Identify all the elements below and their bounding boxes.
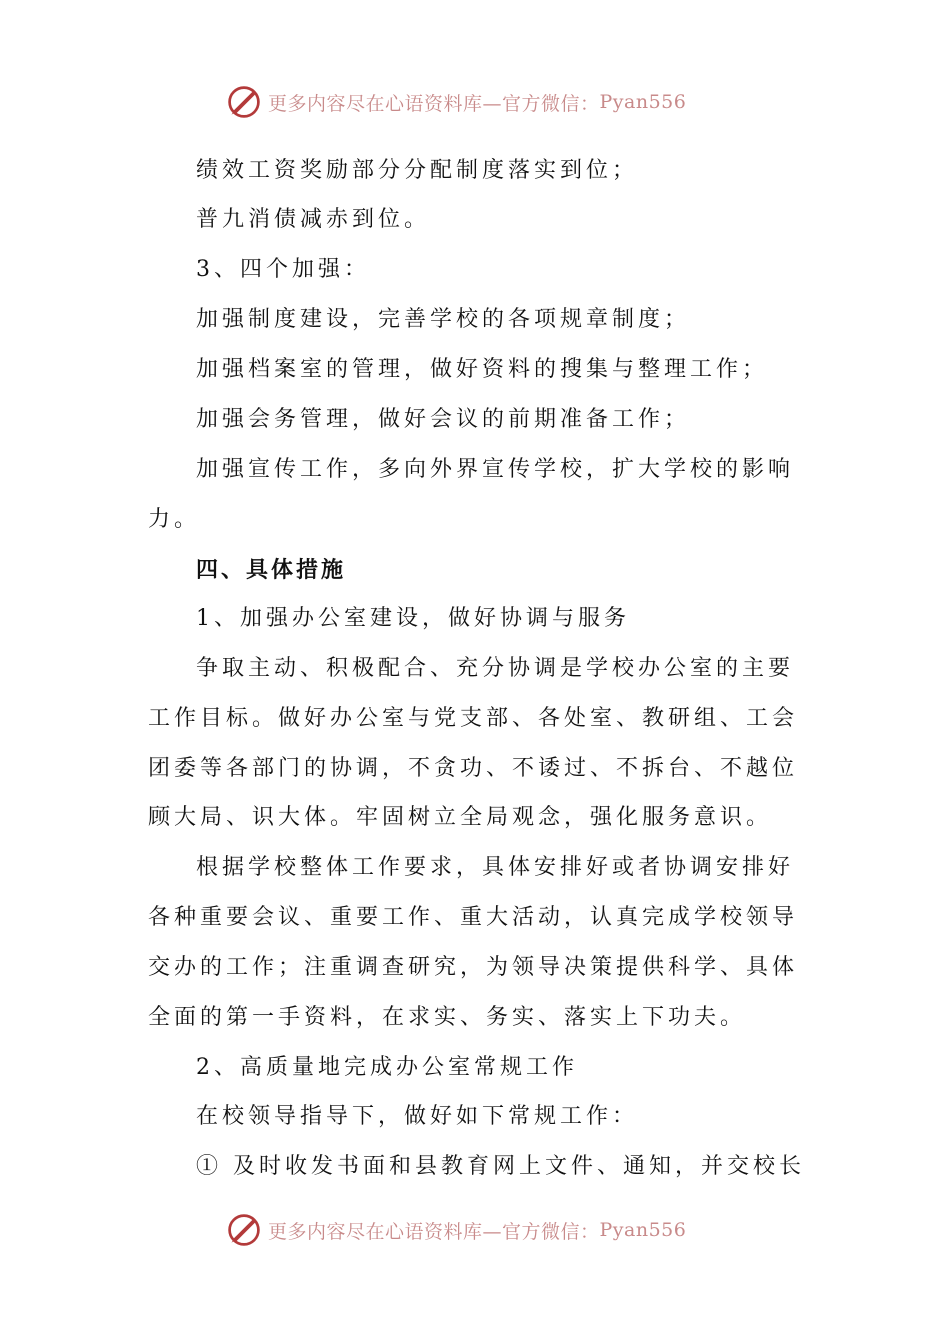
text-line: 加强宣传工作，多向外界宣传学校，扩大学校的影响 bbox=[196, 457, 795, 482]
text-line: 各种重要会议、重要工作、重大活动，认真完成学校领导 bbox=[148, 905, 799, 930]
text-line: 加强会务管理，做好会议的前期准备工作； bbox=[196, 407, 691, 432]
text-line: 工作目标。做好办公室与党支部、各处室、教研组、工会 bbox=[148, 706, 799, 731]
text-line: 交办的工作；注重调查研究，为领导决策提供科学、具体 bbox=[148, 955, 799, 980]
text-line: 争取主动、积极配合、充分协调是学校办公室的主要 bbox=[196, 656, 795, 681]
text-line: 3、四个加强： bbox=[196, 257, 370, 282]
banner-text: 更多内容尽在心语资料库—官方微信： bbox=[268, 92, 600, 115]
text-line: 团委等各部门的协调，不贪功、不诿过、不拆台、不越位 bbox=[148, 756, 799, 781]
text-line: 全面的第一手资料，在求实、务实、落实上下功夫。 bbox=[148, 1005, 747, 1030]
text-line: 根据学校整体工作要求，具体安排好或者协调安排好 bbox=[196, 855, 795, 880]
text-line: 2、高质量地完成办公室常规工作 bbox=[196, 1055, 578, 1080]
banner-wechat-id: Pyan556 bbox=[599, 91, 687, 113]
text-line: 顾大局、识大体。牢固树立全局观念，强化服务意识。 bbox=[148, 805, 773, 830]
banner-text: 更多内容尽在心语资料库—官方微信： bbox=[268, 1220, 600, 1243]
text-line: ① 及时收发书面和县教育网上文件、通知，并交校长 bbox=[196, 1154, 805, 1179]
text-line: 绩效工资奖励部分分配制度落实到位； bbox=[196, 158, 639, 183]
pen-logo-icon bbox=[226, 1212, 262, 1248]
footer-banner bbox=[226, 1210, 746, 1250]
section-heading: 四、具体措施 bbox=[196, 557, 347, 583]
text-line: 在校领导指导下，做好如下常规工作： bbox=[196, 1104, 639, 1129]
banner-wechat-id: Pyan556 bbox=[599, 1219, 687, 1241]
text-line: 普九消债减赤到位。 bbox=[196, 207, 431, 232]
text-line: 1、加强办公室建设，做好协调与服务 bbox=[196, 606, 630, 631]
text-line: 加强制度建设，完善学校的各项规章制度； bbox=[196, 307, 691, 332]
text-line: 加强档案室的管理，做好资料的搜集与整理工作； bbox=[196, 357, 769, 382]
header-banner bbox=[226, 82, 746, 122]
text-line: 力。 bbox=[148, 507, 201, 532]
pen-logo-icon bbox=[226, 84, 262, 120]
